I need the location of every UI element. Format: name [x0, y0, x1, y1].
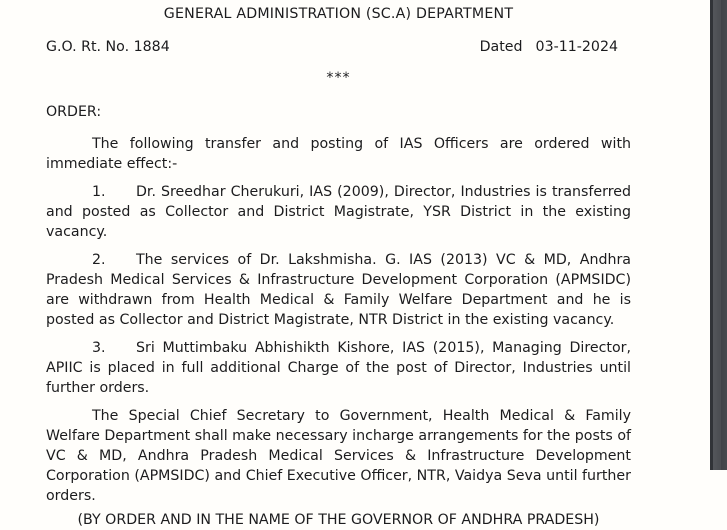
date-block	[480, 37, 618, 57]
order-paragraph-1	[46, 182, 631, 242]
separator-stars: ***	[326, 70, 351, 86]
department-title: GENERAL ADMINISTRATION (SC.A) DEPARTMENT	[163, 6, 514, 22]
go-header-line	[46, 37, 631, 57]
order-label: ORDER:	[46, 104, 102, 120]
order-paragraph-2	[46, 250, 631, 330]
dated-label: Dated	[479, 39, 523, 55]
order-date: 03-11-2024	[535, 39, 618, 55]
para-number: 3.	[92, 340, 106, 356]
government-order-document	[46, 0, 631, 530]
para-number: 2.	[92, 252, 106, 268]
go-number: G.O. Rt. No. 1884	[46, 39, 170, 55]
intro-paragraph: The following transfer and posting of IAS Officers are ordered with immediate effect:-	[46, 136, 631, 172]
para-text: The services of Dr. Lakshmisha. G. IAS (2013) VC & MD, Andhra Pradesh Medical Services & Infrastructure Development Corporation (APMSIDC) are withdrawn from Health Medical & Family Welfare Department and he is posted as Collector and District Magistrate, NTR District in the existing vacancy.	[46, 252, 631, 328]
para-number: 1.	[92, 184, 106, 200]
viewer-scrollbar-strip[interactable]	[710, 0, 727, 470]
order-paragraph-3	[46, 338, 631, 398]
by-order-line: (BY ORDER AND IN THE NAME OF THE GOVERNOR OF ANDHRA PRADESH)	[77, 512, 600, 528]
para-text: Sri Muttimbaku Abhishikth Kishore, IAS (2015), Managing Director, APIIC is placed in full additional Charge of the post of Director, Industries until further orders.	[46, 340, 631, 396]
closing-paragraph: The Special Chief Secretary to Government, Health Medical & Family Welfare Department shall make necessary incharge arrangements for the posts of VC & MD, Andhra Pradesh Medical Services & Infrastructure Development Corporation (APMSIDC) and Chief Executive Officer, NTR, Vaidya Seva until further orders.	[46, 408, 631, 504]
para-text: Dr. Sreedhar Cherukuri, IAS (2009), Director, Industries is transferred and posted as Collector and District Magistrate, YSR District in the existing vacancy.	[46, 184, 631, 240]
